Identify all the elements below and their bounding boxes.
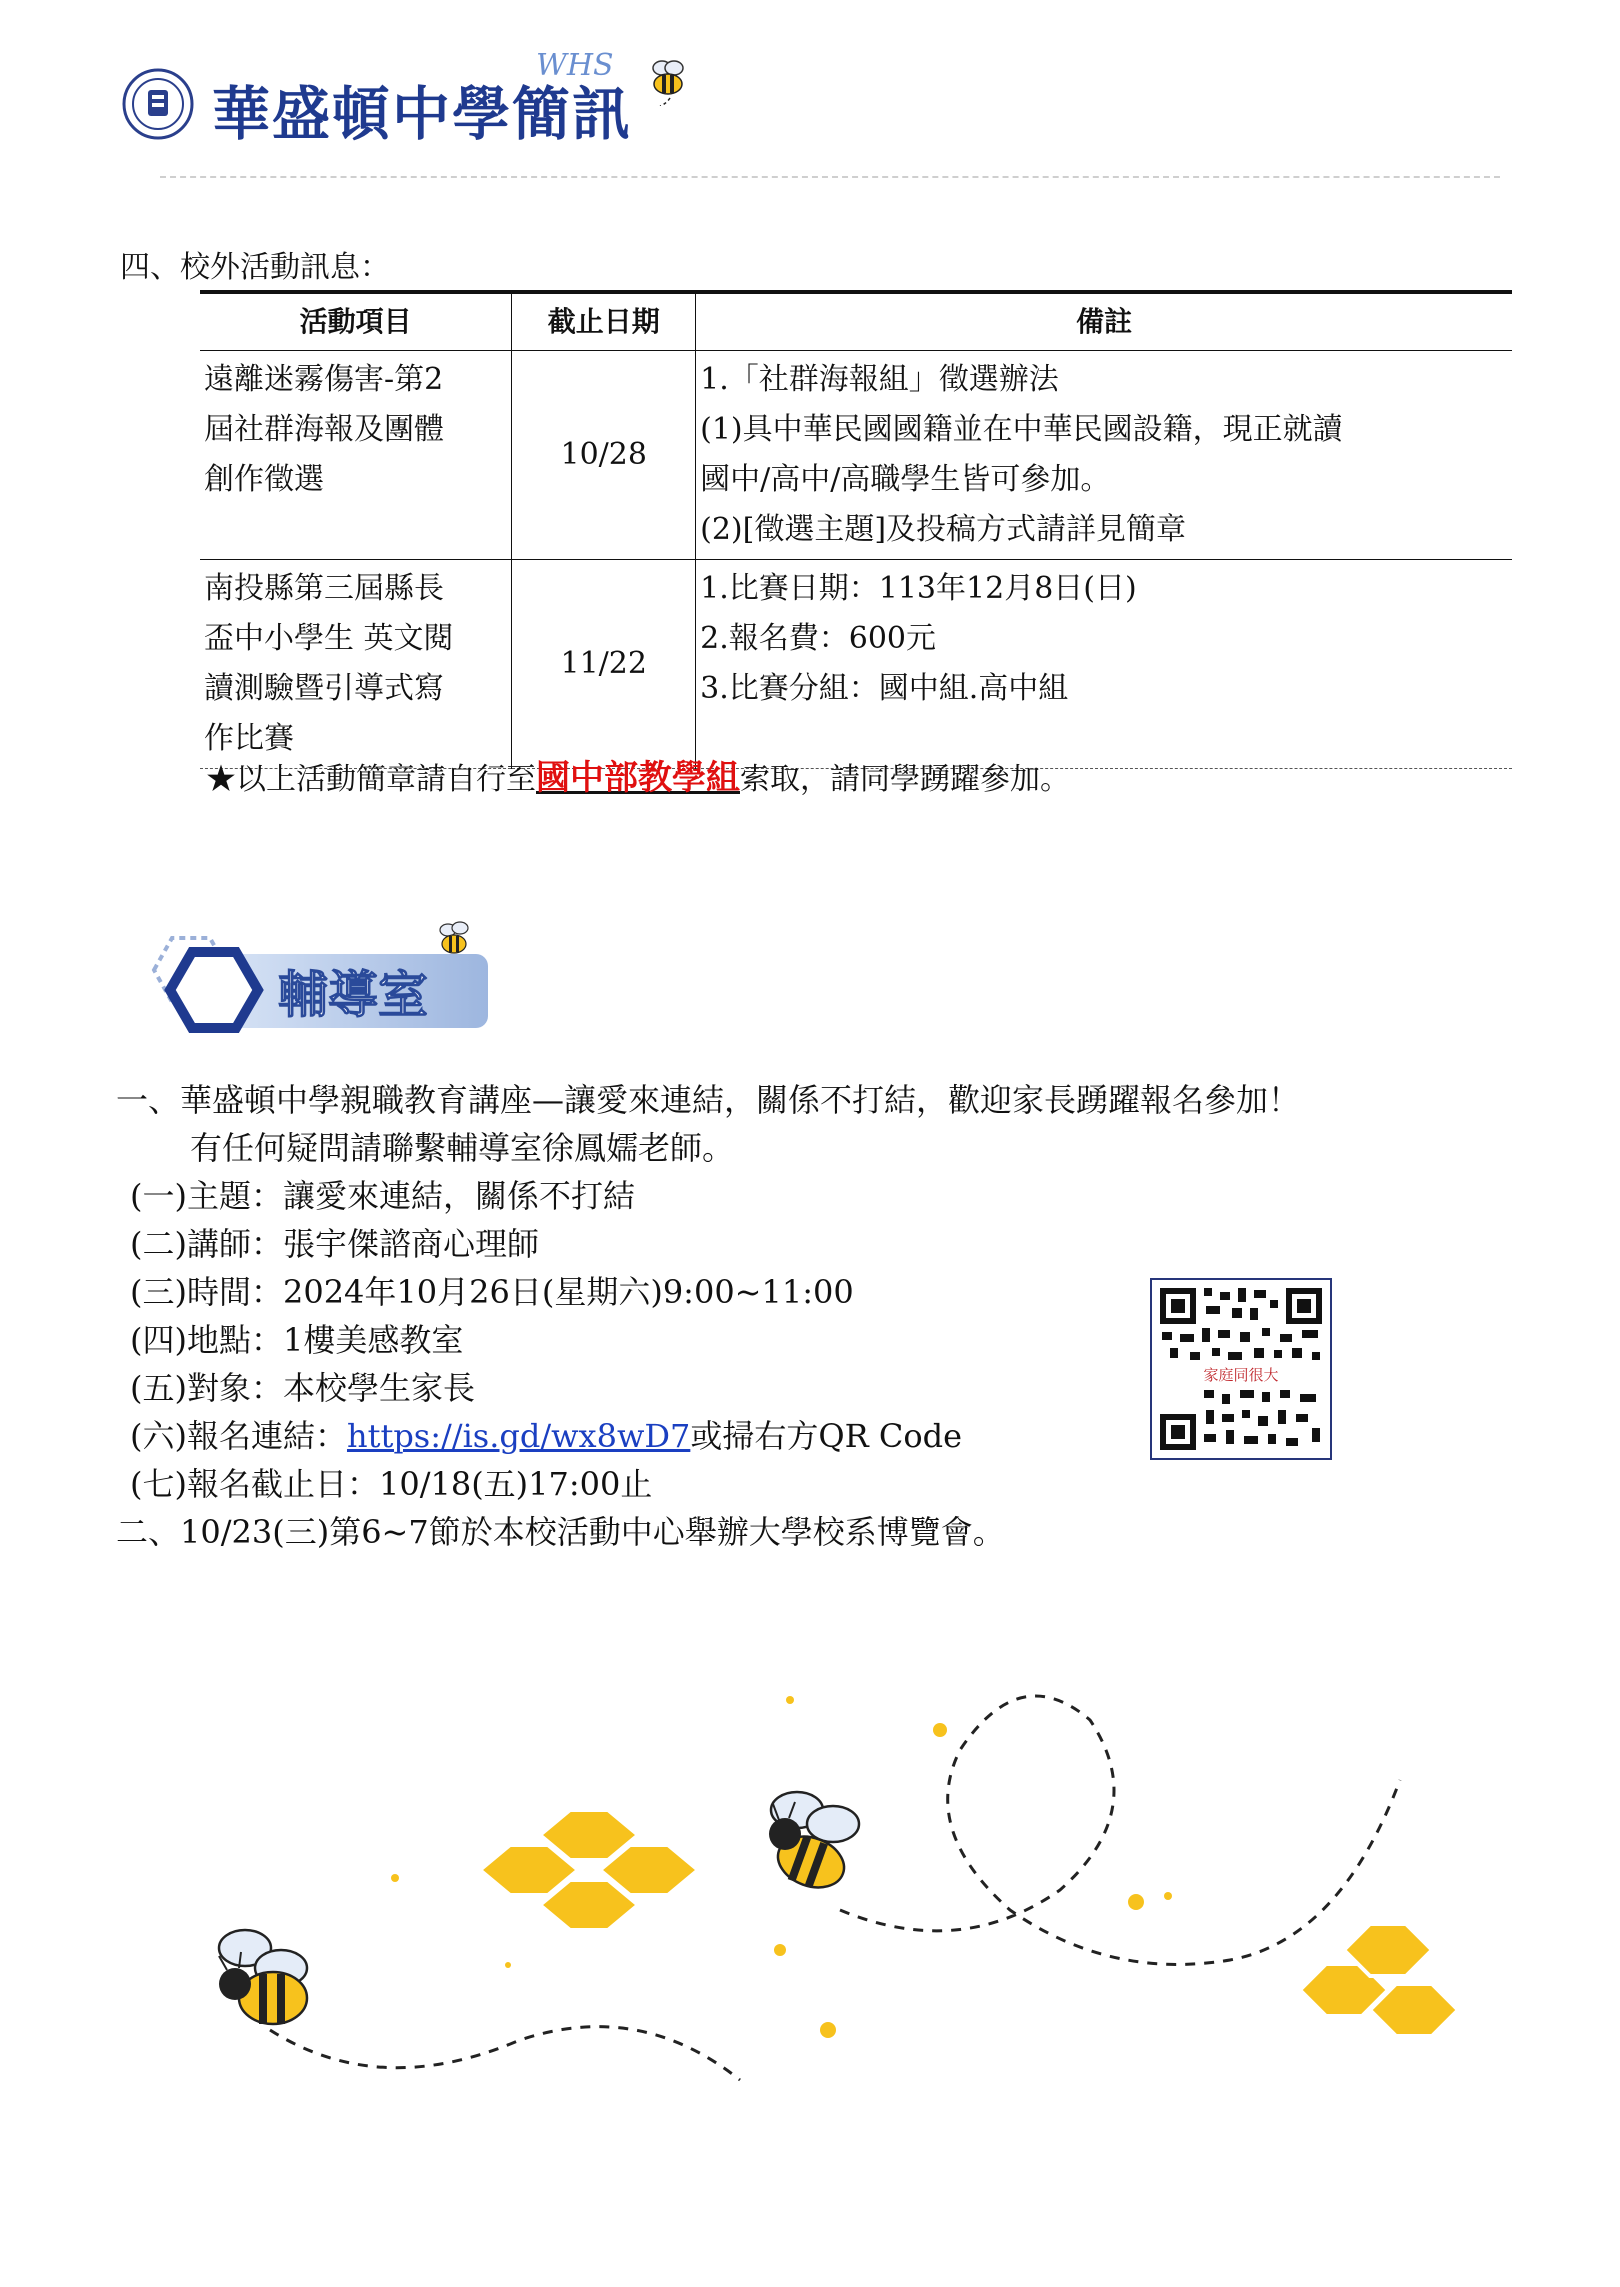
note-line: 1.「社群海報組」徵選辦法 (700, 362, 1059, 397)
qr-code[interactable] (1150, 1278, 1332, 1460)
column-header-deadline: 截止日期 (512, 292, 696, 351)
honeycomb-left-icon (480, 1810, 698, 1930)
counseling-section (116, 1076, 1300, 1556)
activity-name-line: 作比賽 (204, 721, 294, 756)
note-line: 2.報名費：600元 (700, 621, 937, 656)
footnote-text: ★以上活動簡章請自行至 (206, 762, 536, 797)
section-footnote (206, 756, 1070, 802)
detail-signup (116, 1412, 1300, 1460)
bee-honeycomb-decoration (0, 1660, 1620, 2160)
note-line: 國中/高中/高職學生皆可參加。 (700, 462, 1111, 497)
detail-speaker: (二)講師：張宇傑諮商心理師 (130, 1225, 539, 1263)
column-header-notes: 備註 (696, 292, 1512, 351)
signup-suffix: 或掃右方QR Code (690, 1417, 963, 1455)
activity-table (200, 290, 1512, 769)
flight-path-dashes (270, 1696, 1400, 2080)
table-header-row (200, 292, 1512, 351)
activity-name-line: 讀測驗暨引導式寫 (204, 671, 444, 706)
note-line: (1)具中華民國國籍並在中華民國設籍，現正就讀 (700, 412, 1343, 447)
section-heading: 四、校外活動訊息： (120, 250, 390, 285)
activity-name-line: 創作徵選 (204, 462, 324, 497)
footnote-text: 索取，請同學踴躍參加。 (740, 762, 1070, 797)
note-line: 1.比賽日期：113年12月8日(日) (700, 571, 1137, 606)
detail-deadline: (七)報名截止日：10/18(五)17:00止 (130, 1465, 653, 1503)
activity-name-line: 屆社群海報及團體 (204, 412, 444, 447)
deadline-cell: 10/28 (512, 351, 696, 560)
bee-icon (640, 58, 696, 106)
counseling-item-2: 二、10/23(三)第6~7節於本校活動中心舉辦大學校系博覽會。 (116, 1513, 1005, 1551)
signup-label: (六)報名連結： (130, 1417, 347, 1455)
deadline-cell: 11/22 (512, 560, 696, 769)
counseling-office-badge (128, 920, 508, 1040)
signup-link[interactable]: https://is.gd/wx8wD7 (346, 1417, 691, 1455)
honeycomb-right-icon (1300, 1924, 1458, 2036)
note-line: 3.比賽分組：國中組.高中組 (700, 671, 1069, 706)
school-seal-logo (122, 68, 194, 140)
detail-topic: (一)主題：讓愛來連結，關係不打結 (130, 1177, 635, 1215)
badge-label: 輔導室 (278, 966, 428, 1024)
whs-mark: WHS (536, 48, 614, 83)
bee-left-icon (219, 1930, 307, 2024)
note-line: (2)[徵選主題]及投稿方式請詳見簡章 (700, 512, 1187, 547)
notes-cell (696, 351, 1512, 560)
header-divider (160, 176, 1500, 178)
activity-name-line: 遠離迷霧傷害-第2 (204, 362, 444, 397)
footnote-highlight: 國中部教學組 (536, 758, 740, 798)
detail-audience: (五)對象：本校學生家長 (130, 1369, 475, 1407)
detail-time: (三)時間：2024年10月26日(星期六)9:00~11:00 (130, 1273, 854, 1311)
notes-cell (696, 560, 1512, 769)
column-header-activity: 活動項目 (200, 292, 512, 351)
newsletter-title: 華盛頓中學簡訊 (212, 80, 633, 148)
detail-place: (四)地點：1樓美感教室 (130, 1321, 464, 1359)
activity-name-line: 南投縣第三屆縣長 (204, 571, 444, 606)
activity-name-line: 盃中小學生 英文閱 (204, 621, 454, 656)
counseling-contact: 有任何疑問請聯繫輔導室徐鳳嬬老師。 (190, 1129, 735, 1167)
bee-right-icon (769, 1792, 859, 1896)
activity-name-cell (200, 560, 512, 769)
counseling-item-1: 一、華盛頓中學親職教育講座—讓愛來連結，關係不打結，歡迎家長踴躍報名參加！ (116, 1081, 1301, 1119)
qr-caption: 家庭同很大 (1203, 1366, 1279, 1384)
table-row (200, 560, 1512, 769)
table-row (200, 351, 1512, 560)
activity-name-cell (200, 351, 512, 560)
